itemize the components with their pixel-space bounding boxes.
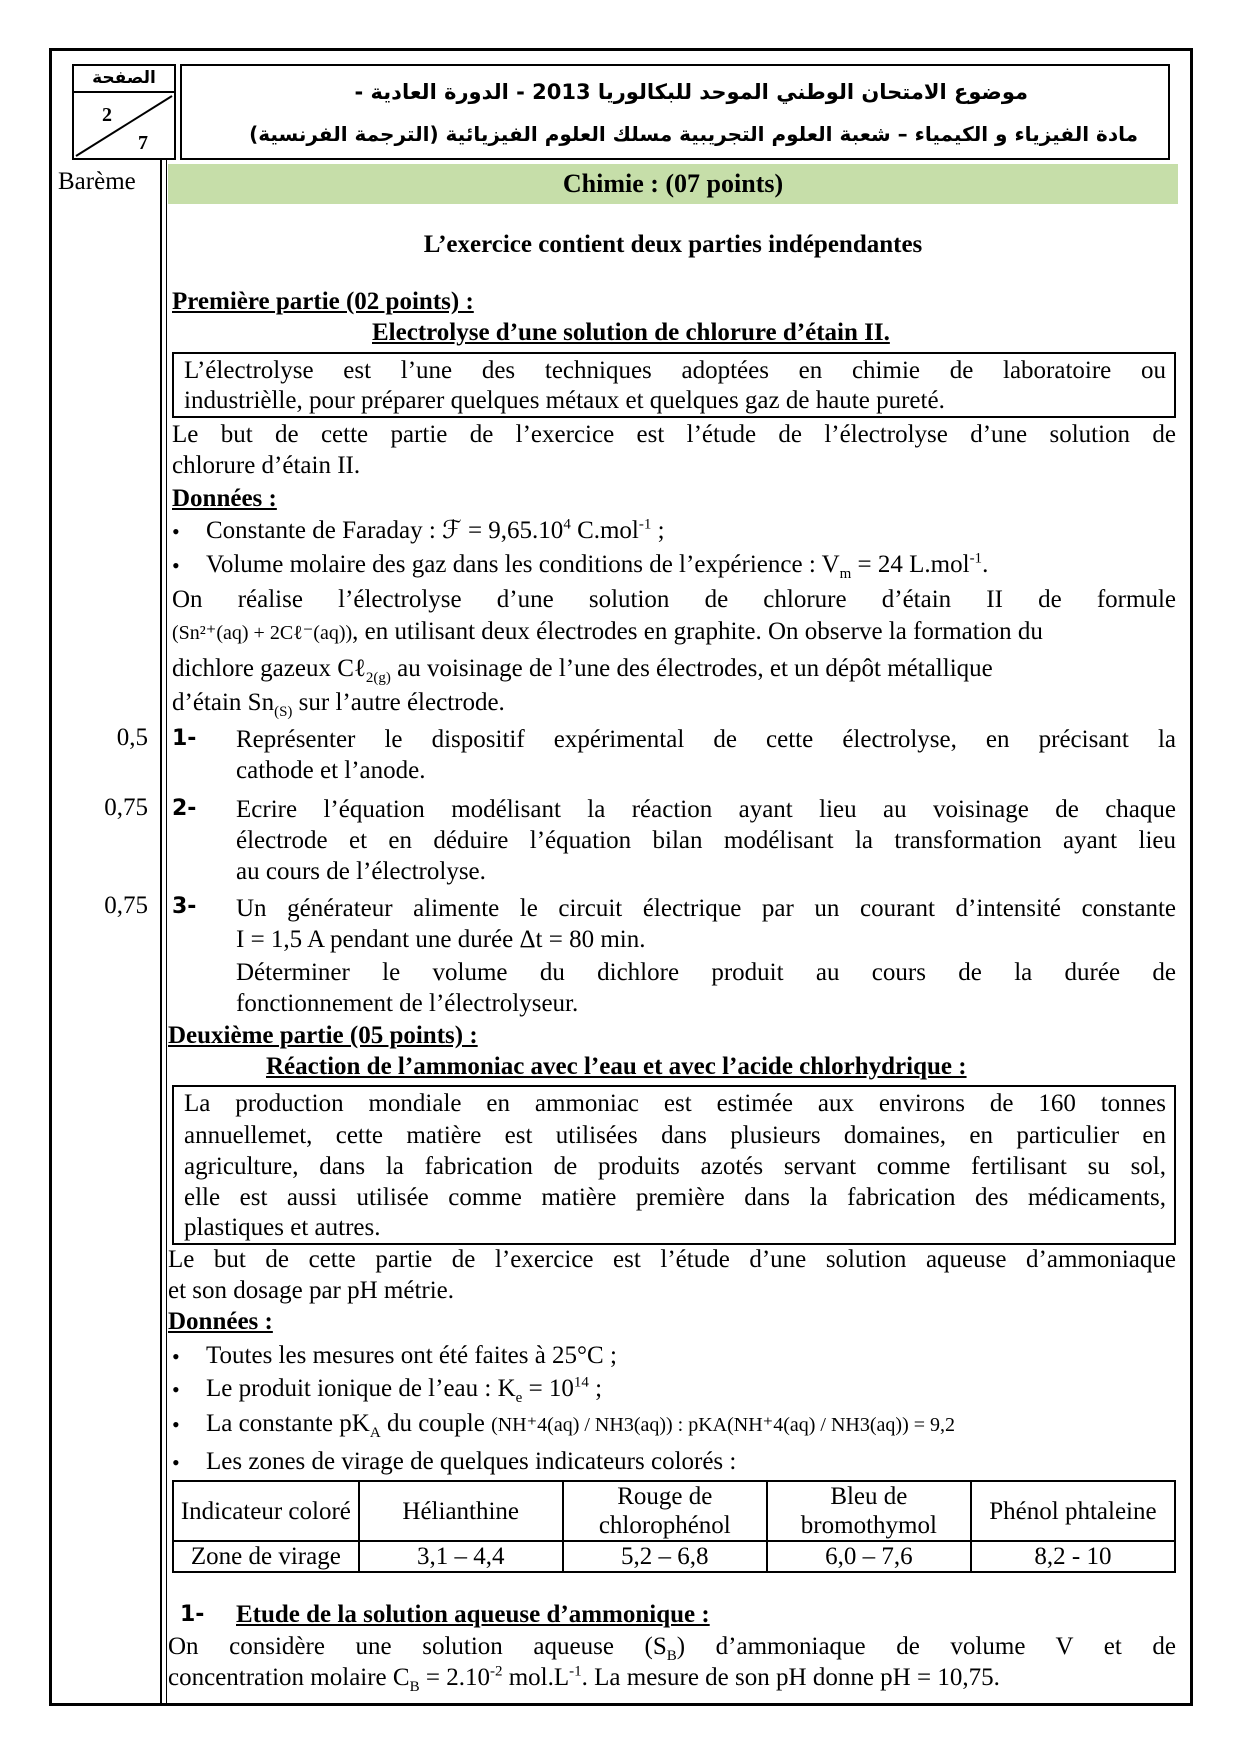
part2-data-ke: Le produit ionique de l’eau : $K_e = 10^{14}$ ; <box>206 1374 603 1406</box>
part2-data-temperature: Toutes les mesures ont été faites à 25°C ; <box>206 1342 617 1369</box>
exam-header <box>180 64 1170 160</box>
bullet-icon: • <box>172 1450 180 1475</box>
bullet-icon: • <box>172 519 180 544</box>
part1-subtitle: Electrolyse d’une solution de chlorure d’étain II. <box>372 319 890 346</box>
part2-box-line5: plastiques et autres. <box>184 1214 381 1241</box>
part1-para-line1: On réalise l’électrolyse d’une solution de chlorure d’étain II de formule <box>172 586 1176 613</box>
q2-line3: au cours de l’électrolyse. <box>236 858 486 885</box>
part1-data-title: Données : <box>172 485 277 512</box>
bareme-divider-inner <box>166 160 167 1706</box>
table-cell: 8,2 - 10 <box>971 1541 1175 1572</box>
part1-para-line3: dichlore gazeux Cℓ$_{2(g)}$ au voisinage de l’une des électrodes, et un dépôt métallique <box>172 655 993 686</box>
q2-line2: électrode et en déduire l’équation bilan modélisant la transformation ayant lieu <box>236 827 1176 854</box>
q1-line1: Représenter le dispositif expérimental de cette électrolyse, en précisant la <box>236 726 1176 753</box>
part2-data-title: Données : <box>168 1308 273 1335</box>
table-header-cell: Bleu de bromothymol <box>767 1481 971 1541</box>
q1-score: 0,5 <box>116 724 148 751</box>
q3-score: 0,75 <box>104 892 148 919</box>
part1-box-line2: industrièlle, pour préparer quelques métaux et quelques gaz de haute pureté. <box>184 387 945 414</box>
part2-title: Deuxième partie (05 points) : <box>168 1022 478 1049</box>
table-cell: 5,2 – 6,8 <box>563 1541 767 1572</box>
part2-goal-line1: Le but de cette partie de l’exercice est l’étude d’une solution aqueuse d’ammoniaque <box>168 1246 1176 1273</box>
section1-title: Etude de la solution aqueuse d’ammonique : <box>236 1601 710 1628</box>
q1-line2: cathode et l’anode. <box>236 757 426 784</box>
part2-intro-box <box>172 1085 1176 1245</box>
formula-sncl2: (Sn²⁺(aq) + 2Cℓ⁻(aq)) <box>172 622 353 644</box>
table-header-cell: Indicateur coloré <box>173 1481 359 1541</box>
part1-goal-line2: chlorure d’étain II. <box>172 452 361 479</box>
exam-title: موضوع الامتحان الوطني الموحد للبكالوريا 2013 - الدورة العادية - <box>354 80 1028 104</box>
q3-line3: Déterminer le volume du dichlore produit au cours de la durée de <box>236 959 1176 986</box>
q3-line4: fonctionnement de l’électrolyseur. <box>236 990 579 1017</box>
section1-line1: On considère une solution aqueuse $(S_B)$ d’ammoniaque de volume V et de <box>168 1633 1176 1664</box>
part2-data-indicators: Les zones de virage de quelques indicateurs colorés : <box>206 1448 737 1475</box>
intro-text: L’exercice contient deux parties indépendantes <box>423 231 923 258</box>
section1-line2: concentration molaire $C_B = 2.10^{-2}$ $mol.L^{-1}$. La mesure de son pH donne pH = 10,75. <box>168 1663 1000 1695</box>
table-header-cell: Rouge de chlorophénol <box>563 1481 767 1541</box>
table-cell: 6,0 – 7,6 <box>767 1541 971 1572</box>
table-cell: Zone de virage <box>173 1541 359 1572</box>
bareme-divider <box>160 160 162 1706</box>
part1-para-line4: d’étain $Sn_{(S)}$ sur l’autre électrode. <box>172 689 505 720</box>
part2-data-pka: La constante $pK_A$ du couple (NH⁺4(aq) / NH3(aq)) : pKA(NH⁺4(aq) / NH3(aq)) = 9,2 <box>206 1410 956 1441</box>
part2-box-line3: agriculture, dans la fabrication de produits azotés servant comme fertilisant su sol, <box>184 1153 1166 1180</box>
part1-goal-line1: Le but de cette partie de l’exercice est l’étude de l’électrolyse d’une solution de <box>172 421 1176 448</box>
formula-pka: (NH⁺4(aq) / NH3(aq)) : pKA(NH⁺4(aq) / NH3(aq)) = 9,2 <box>491 1414 956 1436</box>
q2-line1: Ecrire l’équation modélisant la réaction ayant lieu au voisinage de chaque <box>236 796 1176 823</box>
page-label: الصفحة <box>92 68 156 88</box>
part2-goal-line2: et son dosage par pH métrie. <box>168 1277 455 1304</box>
part1-data-faraday: Constante de Faraday : ℱ = $9,65.10^4$ C.mol$^{-1}$ ; <box>206 516 665 544</box>
table-row <box>173 1481 1175 1541</box>
part1-para-line2: (Sn²⁺(aq) + 2Cℓ⁻(aq)), en utilisant deux électrodes en graphite. On observe la formation du <box>172 618 1043 645</box>
table-header-cell: Hélianthine <box>359 1481 563 1541</box>
bullet-icon: • <box>172 553 180 578</box>
table-header-cell: Phénol phtaleine <box>971 1481 1175 1541</box>
section-title: Chimie : (07 points) <box>168 164 1178 204</box>
bullet-icon: • <box>172 1377 180 1402</box>
page-total: 7 <box>138 132 148 154</box>
part2-box-line1: La production mondiale en ammoniac est estimée aux environs de 160 tonnes <box>184 1090 1166 1117</box>
q3-number: 3- <box>172 894 197 919</box>
part2-box-line4: elle est aussi utilisée comme matière première dans la fabrication des médicaments, <box>184 1184 1166 1211</box>
bullet-icon: • <box>172 1412 180 1437</box>
q1-number: 1- <box>172 726 197 751</box>
q3-line2: I = 1,5 A pendant une durée Δt = 80 min. <box>236 926 646 953</box>
part1-title: Première partie (02 points) : <box>172 288 474 315</box>
page-current: 2 <box>102 104 112 126</box>
table-row <box>173 1541 1175 1572</box>
q2-score: 0,75 <box>104 794 148 821</box>
section1-number: 1- <box>180 1602 205 1627</box>
bullet-icon: • <box>172 1344 180 1369</box>
bareme-heading: Barème <box>58 168 136 195</box>
part1-data-molar-volume: Volume molaire des gaz dans les conditions de l’expérience : $V_m = 24$ L.mol$^{-1}$. <box>206 550 989 582</box>
exam-subject: مادة الفيزياء و الكيمياء – شعبة العلوم التجريبية مسلك العلوم الفيزيائية (الترجمة الفرنسية) <box>249 122 1138 146</box>
part1-box-line1: L’électrolyse est l’une des techniques adoptées en chimie de laboratoire ou <box>184 357 1166 384</box>
part2-box-line2: annuellemet, cette matière est utilisées dans plusieurs domaines, en particulier en <box>184 1122 1166 1149</box>
q2-number: 2- <box>172 796 197 821</box>
part2-subtitle: Réaction de l’ammoniac avec l’eau et avec l’acide chlorhydrique : <box>266 1053 967 1080</box>
indicators-table <box>172 1480 1176 1573</box>
q3-line1: Un générateur alimente le circuit électrique par un courant d’intensité constante <box>236 895 1176 922</box>
part1-intro-box <box>172 352 1176 418</box>
table-cell: 3,1 – 4,4 <box>359 1541 563 1572</box>
page-number-box <box>72 64 176 160</box>
